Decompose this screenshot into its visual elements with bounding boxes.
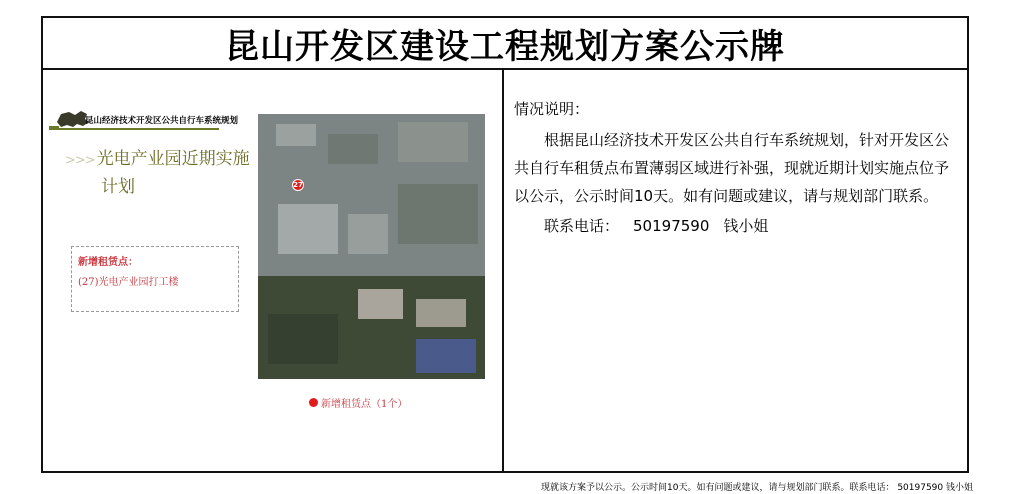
map-block	[278, 204, 338, 254]
logo-underline	[49, 128, 219, 130]
chevrons-icon: >>>	[65, 153, 95, 168]
notice-board	[41, 16, 969, 473]
left-panel	[43, 70, 502, 473]
satellite-map	[258, 114, 485, 379]
title-bar	[43, 18, 967, 70]
contact-person: 钱小姐	[723, 217, 769, 235]
map-block	[276, 124, 316, 146]
board-title: 昆山开发区建设工程规划方案公示牌	[225, 26, 785, 67]
map-block	[268, 314, 338, 364]
map-block	[348, 214, 388, 254]
new-points-box	[71, 246, 239, 312]
logo-caption: 昆山经济技术开发区公共自行车系统规划	[85, 116, 239, 126]
map-legend	[309, 395, 407, 410]
map-block	[358, 289, 403, 319]
contact-number: 50197590	[633, 217, 710, 235]
description-paragraph: 根据昆山经济技术开发区公共自行车系统规划，针对开发区公共自行车租赁点布置薄弱区域进行补强，现就近期计划实施点位予以公示，公示时间10天。如有问题或建议，请与规划部门联系。	[514, 131, 950, 205]
contact-label: 联系电话：	[544, 217, 620, 235]
footer-text: 现就该方案予以公示。公示时间10天。如有问题或建议，请与规划部门联系。联系电话： 50197590 钱小姐	[541, 483, 973, 493]
map-block	[416, 339, 476, 373]
plan-title-line2: 计划	[101, 177, 135, 197]
new-points-item: (27)光电产业园打工楼	[78, 277, 179, 288]
legend-text: 新增租赁点（1个）	[321, 399, 408, 410]
contact-line	[514, 212, 954, 240]
right-panel	[504, 70, 967, 473]
plan-title	[65, 146, 265, 200]
new-points-label: 新增租赁点：	[78, 257, 138, 268]
red-dot-icon	[309, 398, 318, 407]
map-block	[398, 184, 478, 244]
description	[514, 98, 954, 240]
map-block	[398, 122, 468, 162]
map-block	[328, 134, 378, 164]
plan-title-line1: 光电产业园近期实施	[96, 149, 250, 169]
map-marker[interactable]: 27	[293, 181, 303, 189]
description-heading: 情况说明：	[514, 100, 590, 118]
map-block	[416, 299, 466, 327]
